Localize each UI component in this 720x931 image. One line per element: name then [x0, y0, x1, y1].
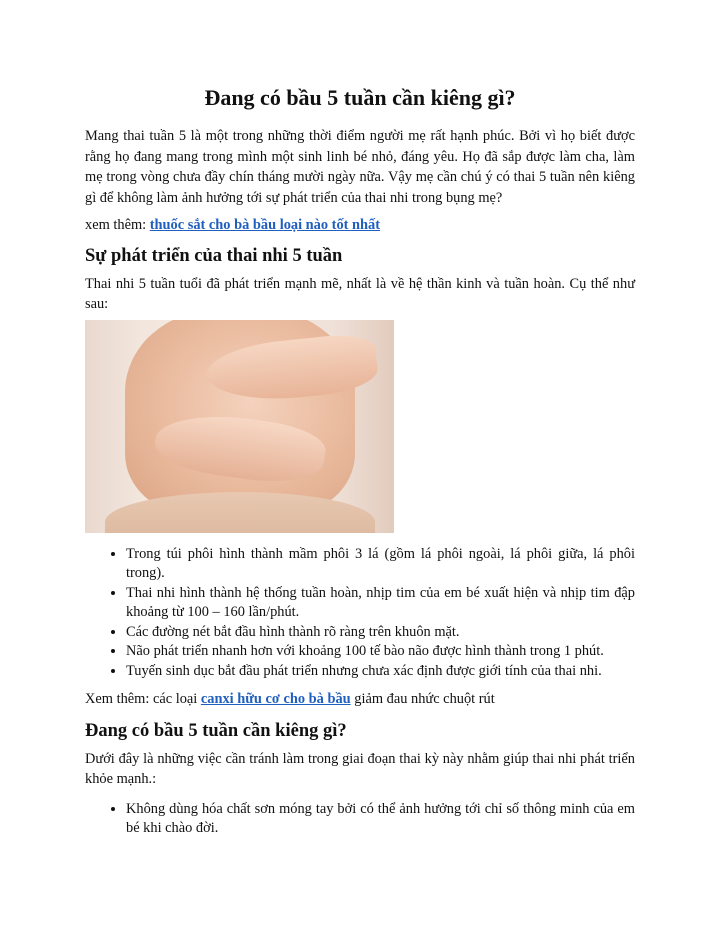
see-more-line-2 — [85, 689, 635, 710]
see-more-line-1 — [85, 215, 635, 236]
section-heading-development: Sự phát triển của thai nhi 5 tuần — [85, 245, 343, 266]
development-list — [85, 545, 635, 682]
development-paragraph: Thai nhi 5 tuần tuổi đã phát triển mạnh mẽ, nhất là về hệ thần kinh và tuần hoàn. Cụ thể như sau: — [85, 275, 635, 312]
list-item: • Thai nhi hình thành hệ thống tuần hoàn, nhịp tim của em bé xuất hiện và nhịp tim đập khoảng từ 100 – 160 lần/phút. — [126, 584, 635, 623]
see-more-suffix: giảm đau nhức chuột rút — [350, 691, 495, 707]
intro-paragraph: Mang thai tuần 5 là một trong những thời điểm người mẹ rất hạnh phúc. Bởi vì họ biết được rằng họ đang mang trong mình một sinh linh bé nhỏ, đáng yêu. Họ đã sắp được làm cha, làm mẹ trong vòng chưa đầy chín tháng mười ngày nữa. Vậy mẹ cần chú ý có thai 5 tuần nên kiêng gì để không làm ảnh hưởng tới sự phát triển của thai nhi trong bụng mẹ? — [85, 128, 635, 206]
list-item: • Tuyến sinh dục bắt đầu phát triển nhưng chưa xác định được giới tính của thai nhi. — [126, 662, 635, 682]
list-item: • Không dùng hóa chất sơn móng tay bởi có thể ảnh hưởng tới chỉ số thông minh của em bé khi chào đời. — [126, 800, 635, 839]
iron-supplement-link[interactable]: thuốc sắt cho bà bầu loại nào tốt nhất — [149, 217, 381, 233]
list-item: • Các đường nét bắt đầu hình thành rõ ràng trên khuôn mặt. — [126, 623, 635, 643]
avoid-list — [85, 800, 635, 839]
avoid-paragraph: Dưới đây là những việc cần tránh làm trong giai đoạn thai kỳ này nhằm giúp thai nhi phát triển khỏe mạnh.: — [85, 750, 635, 787]
list-item: • Não phát triển nhanh hơn với khoảng 100 tế bào não được hình thành trong 1 phút. — [126, 642, 635, 662]
pregnant-belly-photo — [85, 320, 394, 533]
document-page — [85, 84, 635, 847]
page-title: Đang có bầu 5 tuần cần kiêng gì? — [204, 85, 516, 110]
section-heading-avoid: Đang có bầu 5 tuần cần kiêng gì? — [85, 720, 347, 741]
list-item: • Trong túi phôi hình thành mầm phôi 3 lá (gồm lá phôi ngoài, lá phôi giữa, lá phôi trong). — [126, 545, 635, 584]
see-more-prefix: xem thêm: — [85, 217, 150, 233]
calcium-link[interactable]: canxi hữu cơ cho bà bầu — [200, 691, 351, 707]
see-more-prefix: Xem thêm: các loại — [85, 691, 201, 707]
